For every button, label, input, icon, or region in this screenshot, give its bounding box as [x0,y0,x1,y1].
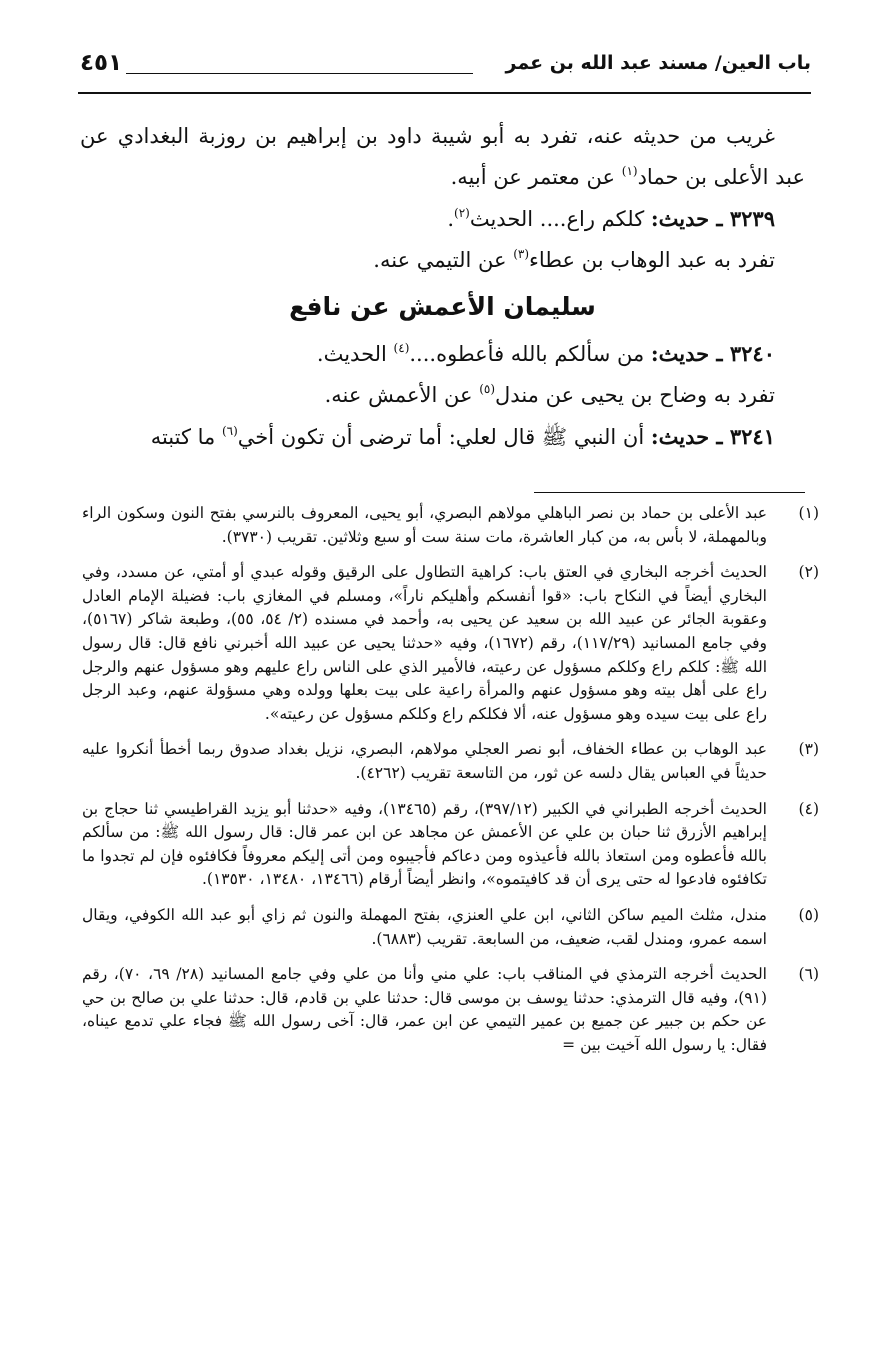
footnote-text: الحديث أخرجه الطبراني في الكبير (٣٩٧/١٢)، رقم (١٣٤٦٥)، وفيه «حدثنا أبو يزيد القراطيسي ثنا حجاج بن إبراهيم الأزرق ثنا حبان بن علي عن الأعمش عن مجاهد عن ابن عمر قال: قال رسول الله ﷺ: من سألكم بالله فأعطوه ومن استعاذ بالله فأعيذوه ومن دعاكم فأجيبوه ومن أتى إليكم معروفاً فكافئوه فإن لم تجدوا ما تكافئوه فادعوا له حتى يرى أن قد كافيتموه»، وانظر أيضاً أرقام (١٣٤٦٦، ١٣٤٨٠، ١٣٥٣٠). [82,799,767,889]
footnote-ref-5: (٥) [479,382,496,396]
footnotes [82,502,819,1069]
footnote-5 [82,904,819,951]
footnote-3 [82,738,819,785]
footnote-separator [534,492,805,493]
main-text [80,116,805,458]
footnote-number: (١) [798,504,819,522]
footnote-number: (٢) [798,563,819,582]
hadith-number: ٣٢٤١ [729,424,775,449]
footnote-1 [82,502,819,549]
footnote-ref-3: (٣) [513,247,530,261]
hadith-number: ٣٢٣٩ [729,206,775,231]
footnote-number: (٦) [798,965,819,984]
footnote-4 [82,798,819,892]
hadith-3239: ٣٢٣٩ ـ حديث: كلكم راع.... الحديث$^{(٢)}$. [447,206,775,231]
footnote-text: عبد الأعلى بن حماد بن نصر الباهلي مولاهم البصري، أبو يحيى، المعروف بالنرسي بفتح النون وسكون الراء وبالمهملة، لا بأس به، من كبار العاشرة، مات سنة ست أو سبع وثلاثين. تقريب (٣٧٣٠). [82,504,767,546]
footnote-text: عبد الوهاب بن عطاء الخفاف، أبو نصر العجلي مولاهم، البصري، نزيل بغداد صدوق ربما أخطأ أنكروا عليه حديثاً في العباس يقال دلسه عن ثور، من التاسعة تقريب (٤٢٦٢). [82,740,767,782]
footnote-ref-6: (٦) [221,424,238,438]
footnote-2 [82,561,819,726]
hadith-number: ٣٢٤٠ [729,341,775,366]
footnote-number: (٤) [798,799,819,818]
paragraph-1: غريب من حديثه عنه، تفرد به أبو شيبة داود بن إبراهيم بن روزبة البغدادي عن عبد الأعلى بن حماد$^{(١)}$ عن معتمر عن أبيه. [80,124,805,189]
section-title: سليمان الأعمش عن نافع [289,292,596,321]
footnote-text: الحديث أخرجه الترمذي في المناقب باب: علي مني وأنا من علي وفي جامع المسانيد (٢٨/ ٦٩، ٧٠)، رقم (٩١)، وفيه قال الترمذي: حدثنا يوسف بن موسى قال: حدثنا علي بن قادم، قال: حدثنا علي بن صالح بن حي عن حكم بن جبير عن جميع بن عمير التيمي عن ابن عمر، قال: آخى رسول الله ﷺ فجاء علي تدمع عيناه، فقال: يا رسول الله آخيت بين = [82,965,767,1054]
footnote-text: مندل، مثلث الميم ساكن الثاني، ابن علي العنزي، بفتح المهملة والنون ثم زاي أبو عبد الله الكوفي، ويقال اسمه عمرو، ومندل لقب، ضعيف، من السابعة. تقريب (٦٨٨٣). [82,905,767,948]
running-header [78,52,811,92]
paragraph-2: تفرد به عبد الوهاب بن عطاء$^{(٣)}$ عن التيمي عنه. [373,247,775,272]
footnote-6 [82,963,819,1057]
footnote-number: (٣) [798,740,819,759]
header-title: باب العين/ مسند عبد الله بن عمر [505,52,811,74]
page-number: ٤٥١ [80,50,123,76]
hadith-3240: ٣٢٤٠ ـ حديث: من سألكم بالله فأعطوه....$^{(٤)}$ الحديث. [316,341,775,366]
footnote-ref-4: (٤) [393,341,410,355]
footnote-text: الحديث أخرجه البخاري في العتق باب: كراهية التطاول على الرقيق وقوله عبدي أو أمتي، عن مسدد، وفي البخاري أيضاً في النكاح باب: «قوا أنفسكم وأهليكم ناراً»، ومسلم في المغازي باب: فضيلة الإمام العادل وعقوبة الجائر عن عبيد الله بن سعيد عن يحيى به، وأحمد في مسنده (٢/ ٥٤، ٥٥)، وطبعة شاكر (٥١٦٧)، وفي جامع المسانيد (١١٧/٢٩)، رقم (١٦٧٢)، وفيه «حدثنا يحيى عن عبيد الله أخبرني نافع قال: قال رسول الله ﷺ: كلكم راع وكلكم مسؤول عن رعيته، فالأمير الذي على الناس راع عليهم وهو مسؤول عنهم والرجل راع على أهل بيته وهو مسؤول عنهم والمرأة راعية على بيت بعلها وولده وهي مسؤولة عنهم، وعبد الرجل راع على بيت سيده وهو مسؤول عنه، ألا فكلكم راع وكلكم مسؤول عن رعيته». [82,563,768,723]
footnote-ref-1: (١) [621,164,638,178]
footnote-ref-2: (٢) [454,206,470,220]
paragraph-3: تفرد به وضاح بن يحيى عن مندل$^{(٥)}$ عن الأعمش عنه. [324,382,775,407]
footnote-number: (٥) [798,905,819,924]
header-dash-line [126,73,473,74]
header-rule [78,92,811,94]
hadith-3241: ٣٢٤١ ـ حديث: أن النبي ﷺ قال لعلي: أما ترضى أن تكون أخي$^{(٦)}$ ما كتبته [150,424,775,449]
